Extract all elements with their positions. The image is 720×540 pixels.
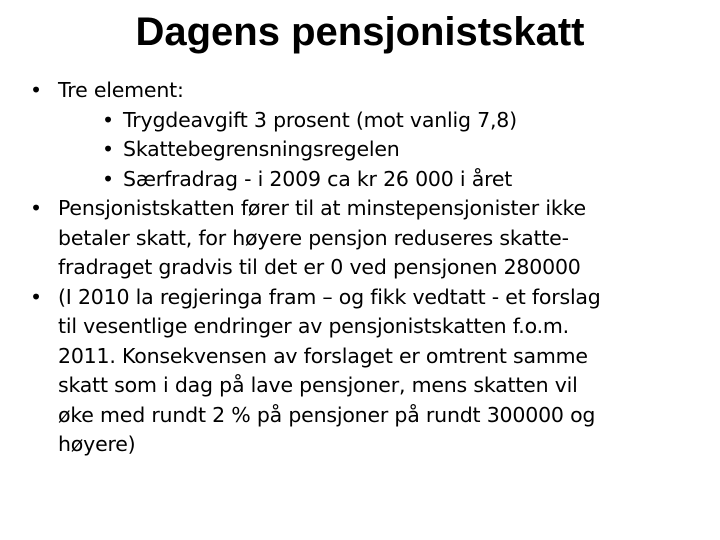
bullet-line: betaler skatt, for høyere pensjon reduseres skatte-: [58, 225, 569, 250]
sub-bullet-text: Trygdeavgift 3 prosent (mot vanlig 7,8): [123, 107, 517, 132]
sub-bullet-marker: •: [102, 137, 114, 161]
sub-bullet-item: [30, 165, 690, 195]
bullet-text: Tre element:: [58, 78, 184, 102]
bullet-line: skatt som i dag på lave pensjoner, mens skatten vil: [58, 373, 578, 397]
bullet-line: høyere): [58, 432, 136, 456]
sub-bullet-marker: •: [102, 166, 114, 191]
bullet-marker: •: [30, 78, 42, 102]
bullet-item: [30, 283, 690, 460]
bullet-line: øke med rundt 2 % på pensjoner på rundt 300000 og: [58, 402, 596, 427]
sub-bullet-marker: •: [102, 107, 114, 132]
bullet-line: (I 2010 la regjeringa fram – og fikk vedtatt - et forslag: [58, 284, 601, 309]
slide-title: Dagens pensjonistskatt: [135, 10, 585, 54]
sub-bullet-item: [30, 106, 690, 136]
bullet-line: Pensjonistskatten fører til at minstepensjonister ikke: [58, 196, 586, 220]
bullet-line: til vesentlige endringer av pensjonistskatten f.o.m.: [58, 314, 569, 338]
sub-bullet-text: Skattebegrensningsregelen: [123, 137, 400, 161]
bullet-line: fradraget gradvis til det er 0 ved pensjonen 280000: [58, 255, 581, 279]
bullet-marker: •: [30, 284, 42, 309]
bullet-item: [30, 76, 690, 106]
bullet-list: [30, 76, 690, 460]
sub-bullet-item: [30, 135, 690, 165]
sub-bullet-text: Særfradrag - i 2009 ca kr 26 000 i året: [123, 166, 513, 191]
bullet-line: 2011. Konsekvensen av forslaget er omtrent samme: [58, 343, 588, 368]
bullet-marker: •: [30, 196, 42, 220]
bullet-item: [30, 194, 690, 283]
